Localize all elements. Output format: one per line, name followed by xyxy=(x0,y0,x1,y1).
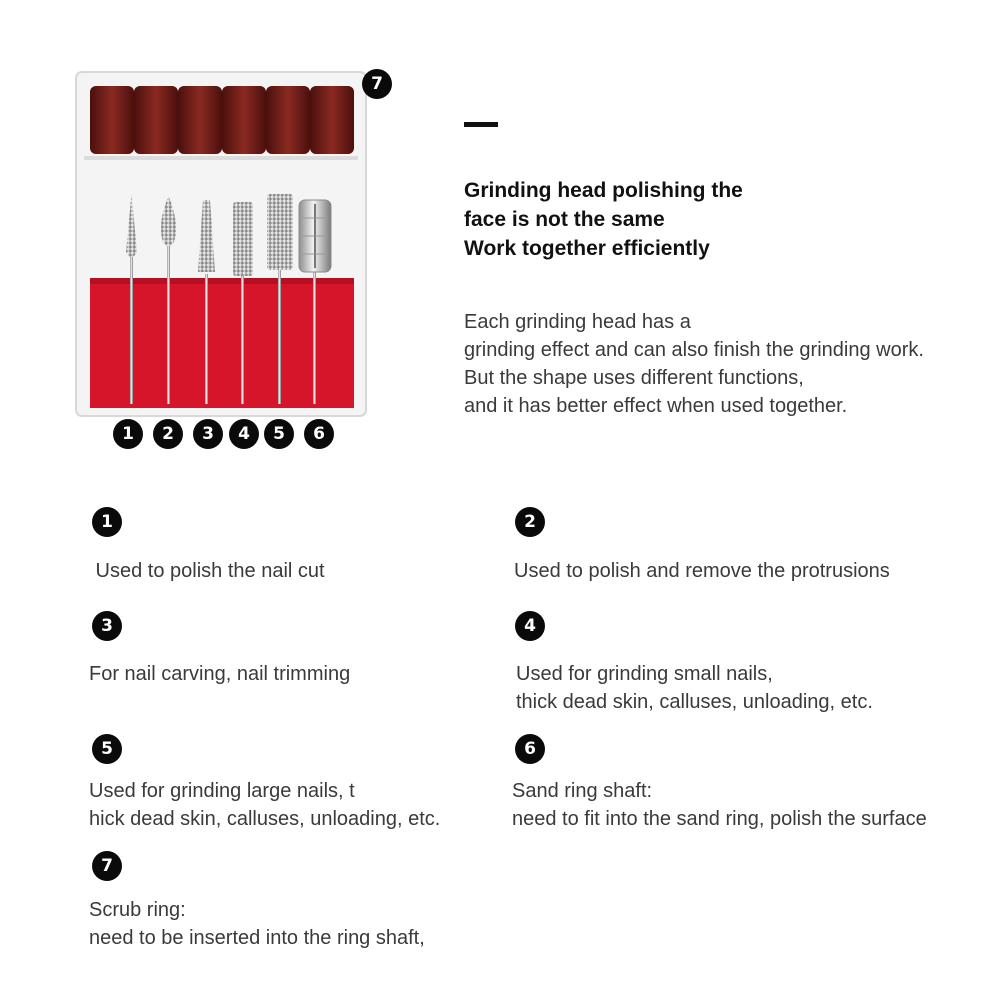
item-5-line-1: Used for grinding large nails, t xyxy=(89,780,355,802)
item-5-line-2: hick dead skin, calluses, unloading, etc. xyxy=(89,808,441,830)
heading-line-1: Grinding head polishing the xyxy=(464,179,743,202)
item-badge-3: 3 xyxy=(92,611,122,641)
intro-line-1: Each grinding head has a xyxy=(464,311,691,333)
item-6-line-2: need to fit into the sand ring, polish the surface xyxy=(512,808,927,830)
intro-line-2: grinding effect and can also finish the grinding work. xyxy=(464,339,924,361)
bit-tray-illustration xyxy=(70,66,380,426)
tray-badge-7: 7 xyxy=(362,69,392,99)
bit-number-5: 5 xyxy=(264,419,294,449)
item-7-line-1: Scrub ring: xyxy=(89,899,186,921)
heading-line-2: face is not the same xyxy=(464,208,665,231)
item-4-line-1: Used for grinding small nails, xyxy=(516,663,773,685)
bit-number-4: 4 xyxy=(229,419,259,449)
item-6-line-1: Sand ring shaft: xyxy=(512,780,653,802)
item-2-line-1: Used to polish and remove the protrusions xyxy=(514,560,890,582)
intro-line-4: and it has better effect when used together. xyxy=(464,395,848,417)
item-3-line-1: For nail carving, nail trimming xyxy=(89,663,351,685)
item-badge-5: 5 xyxy=(92,734,122,764)
bit-number-2: 2 xyxy=(153,419,183,449)
item-7-line-2: need to be inserted into the ring shaft, xyxy=(89,927,425,949)
item-4-line-2: thick dead skin, calluses, unloading, etc. xyxy=(516,691,873,713)
item-1-line-1: Used to polish the nail cut xyxy=(90,560,325,582)
bit-number-3: 3 xyxy=(193,419,223,449)
item-badge-4: 4 xyxy=(515,611,545,641)
item-badge-6: 6 xyxy=(515,734,545,764)
intro-line-3: But the shape uses different functions, xyxy=(464,367,804,389)
item-badge-2: 2 xyxy=(515,507,545,537)
product-image xyxy=(70,66,380,426)
accent-dash xyxy=(464,122,498,127)
item-badge-7: 7 xyxy=(92,851,122,881)
item-badge-1: 1 xyxy=(92,507,122,537)
bit-number-6: 6 xyxy=(304,419,334,449)
heading-line-3: Work together efficiently xyxy=(464,237,710,260)
bit-number-1: 1 xyxy=(113,419,143,449)
sand-rings xyxy=(90,86,354,154)
